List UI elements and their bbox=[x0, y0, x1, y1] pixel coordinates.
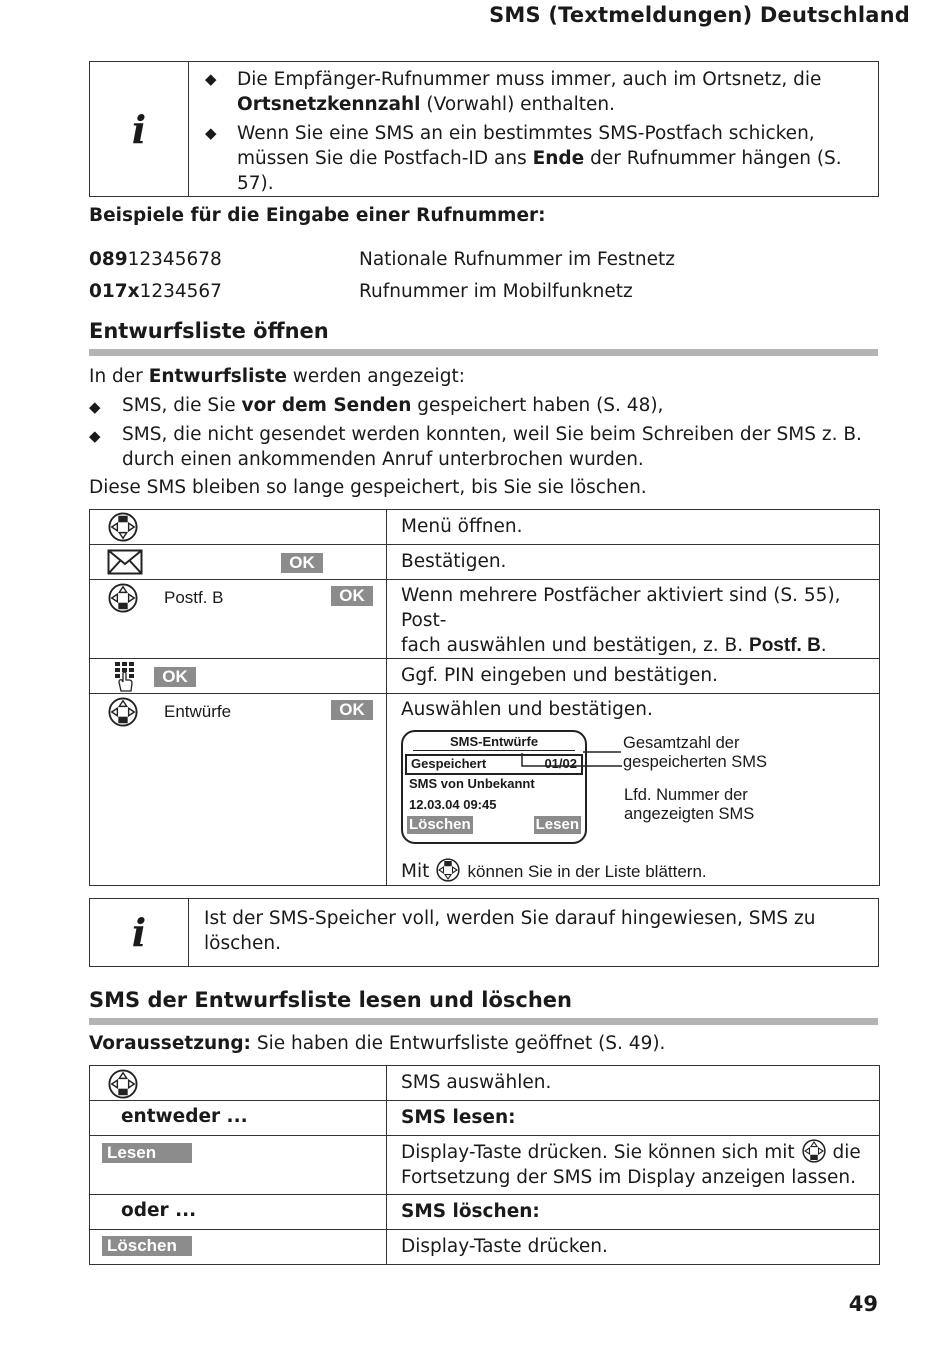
step-2-key-cell bbox=[90, 545, 387, 580]
navigation-key-icon bbox=[108, 512, 138, 542]
step-1-key-cell bbox=[90, 510, 387, 545]
menu-item-postf-b[interactable]: Postf. B bbox=[164, 588, 224, 607]
display-row-label: Gespeichert bbox=[411, 756, 487, 771]
info-bullet-1-bold: Ortsnetzkennzahl bbox=[237, 94, 421, 115]
step-5-desc: Auswählen und bestätigen. bbox=[401, 699, 653, 720]
info-box-2-content bbox=[189, 899, 879, 967]
step-3-desc-bold: Postf. B bbox=[749, 635, 821, 656]
bullet-diamond-icon: ◆ bbox=[89, 427, 101, 445]
bullet-diamond-icon: ◆ bbox=[205, 70, 217, 88]
ok-softkey[interactable]: OK bbox=[154, 667, 196, 687]
info-bullet-2-bold: Ende bbox=[532, 148, 585, 169]
section-1-rule bbox=[89, 349, 878, 356]
step2-1-key-cell bbox=[90, 1066, 387, 1101]
step-4-desc: Ggf. PIN eingeben und bestätigen. bbox=[387, 659, 880, 694]
example-desc-1: Nationale Rufnummer im Festnetz bbox=[359, 249, 675, 270]
section-2-requirement-bold: Voraussetzung: bbox=[89, 1033, 251, 1054]
step-3-desc-line-2 bbox=[401, 633, 879, 658]
callout-total bbox=[623, 734, 767, 772]
example-number-2 bbox=[89, 279, 222, 304]
read-desc-line-2: Fortsetzung der SMS im Display anzeigen lassen. bbox=[401, 1167, 857, 1188]
read-desc-line-1-post: die bbox=[832, 1142, 861, 1163]
section-1-title: Entwurfsliste öffnen bbox=[89, 319, 329, 343]
step2-row-1 bbox=[90, 1066, 880, 1101]
steps-table-1 bbox=[89, 509, 880, 886]
section-1-intro-pre: In der bbox=[89, 366, 149, 387]
example-number-2-rest: 1234567 bbox=[139, 281, 222, 302]
section-1-intro bbox=[89, 364, 465, 389]
info-bullet-2-post: der Rufnummer hängen (S. 57). bbox=[237, 148, 842, 194]
step2-row-read bbox=[90, 1136, 880, 1195]
display-softkey-lesen[interactable]: Lesen bbox=[535, 816, 579, 833]
delete-desc: Display-Taste drücken. bbox=[387, 1230, 880, 1265]
example-number-2-bold: 017x bbox=[89, 281, 140, 302]
steps-table-2 bbox=[89, 1065, 880, 1265]
page-number: 49 bbox=[848, 1292, 878, 1316]
info-icon: i bbox=[131, 106, 147, 152]
callout-current-line-2: angezeigten SMS bbox=[624, 805, 755, 823]
info-bullet-2-line-2 bbox=[237, 146, 870, 196]
step-row-5 bbox=[90, 694, 880, 886]
info-bullet-1-line-2 bbox=[237, 92, 870, 117]
info-bullet-1 bbox=[189, 62, 878, 117]
info-icon-cell bbox=[90, 62, 189, 197]
section-1-bullet-2-line-1: SMS, die nicht gesendet werden konnten, weil Sie beim Schreiben der SMS z. B. bbox=[122, 424, 862, 445]
example-number-1-rest: 12345678 bbox=[127, 249, 222, 270]
info-box-2-line-1: Ist der SMS-Speicher voll, werden Sie darauf hingewiesen, SMS zu bbox=[204, 908, 816, 929]
section-1-bullet-2 bbox=[89, 422, 862, 472]
info-bullet-1-line-1: Die Empfänger-Rufnummer muss immer, auch im Ortsnetz, die bbox=[237, 69, 822, 90]
display-softkey-loeschen[interactable]: Löschen bbox=[409, 816, 471, 833]
step2-row-delete bbox=[90, 1230, 880, 1265]
section-1-bullet-2-line-2: durch einen ankommenden Anruf unterbrochen wurden. bbox=[122, 449, 644, 470]
section-1-intro-post: werden angezeigt: bbox=[286, 366, 465, 387]
navigation-key-icon bbox=[108, 1069, 138, 1099]
example-number-1-bold: 089 bbox=[89, 249, 128, 270]
scroll-hint-pre: Mit bbox=[401, 861, 430, 882]
navigation-key-icon bbox=[108, 697, 138, 727]
info-bullet-2 bbox=[189, 117, 878, 196]
info-icon-cell bbox=[90, 899, 189, 967]
callout-current-line-1: Lfd. Nummer der bbox=[624, 786, 748, 804]
step-row-3 bbox=[90, 580, 880, 659]
step-5-key-cell bbox=[90, 694, 387, 886]
step-3-desc-post: . bbox=[820, 635, 827, 656]
keypad-icon bbox=[112, 661, 140, 692]
step2-row-or bbox=[90, 1195, 880, 1230]
step-row-4 bbox=[90, 659, 880, 694]
navigation-key-icon bbox=[108, 583, 138, 613]
info-bullet-2-pre: müssen Sie die Postfach-ID ans bbox=[237, 148, 533, 169]
section-2-rule bbox=[89, 1018, 878, 1025]
section-1-bullet-1-post: gespeichert haben (S. 48), bbox=[411, 395, 664, 416]
info-box-1 bbox=[89, 61, 879, 197]
display-line-3: 12.03.04 09:45 bbox=[409, 797, 497, 812]
either-label: entweder ... bbox=[90, 1101, 387, 1136]
section-1-outro: Diese SMS bleiben so lange gespeichert, bis Sie sie löschen. bbox=[89, 477, 647, 498]
section-2-requirement-rest: Sie haben die Entwurfsliste geöffnet (S. 49). bbox=[250, 1033, 666, 1054]
read-desc bbox=[387, 1136, 880, 1195]
step-row-1 bbox=[90, 510, 880, 545]
loeschen-softkey[interactable]: Löschen bbox=[102, 1236, 192, 1256]
info-box-1-content bbox=[189, 62, 879, 197]
callout-current bbox=[624, 786, 754, 824]
running-header: SMS (Textmeldungen) Deutschland bbox=[489, 3, 910, 27]
step-2-desc: Bestätigen. bbox=[387, 545, 880, 580]
step-5-desc-cell bbox=[387, 694, 880, 886]
info-bullet-2-line-1: Wenn Sie eine SMS an ein bestimmtes SMS-Postfach schicken, bbox=[237, 123, 815, 144]
info-box-2-line-2: löschen. bbox=[204, 933, 281, 954]
info-bullet-1-rest: (Vorwahl) enthalten. bbox=[420, 94, 615, 115]
step-4-key-cell bbox=[90, 659, 387, 694]
section-1-intro-bold: Entwurfsliste bbox=[148, 366, 287, 387]
display-line-2: SMS von Unbekannt bbox=[409, 776, 535, 791]
read-sms-title: SMS lesen: bbox=[387, 1101, 880, 1136]
display-title: SMS-Entwürfe bbox=[413, 734, 575, 751]
delete-key-cell bbox=[90, 1230, 387, 1265]
info-box-2 bbox=[89, 898, 879, 967]
ok-softkey[interactable]: OK bbox=[331, 700, 373, 720]
section-2-title: SMS der Entwurfsliste lesen und löschen bbox=[89, 988, 572, 1012]
read-desc-line-1 bbox=[401, 1139, 879, 1165]
step-row-2 bbox=[90, 545, 880, 580]
scroll-hint bbox=[401, 858, 707, 884]
read-key-cell bbox=[90, 1136, 387, 1195]
or-label: oder ... bbox=[90, 1195, 387, 1230]
menu-item-entwuerfe[interactable]: Entwürfe bbox=[164, 702, 232, 721]
example-desc-2: Rufnummer im Mobilfunknetz bbox=[359, 281, 633, 302]
section-1-bullet-1-pre: SMS, die Sie bbox=[122, 395, 242, 416]
info-icon: i bbox=[131, 910, 147, 955]
section-1-bullet-1 bbox=[89, 393, 663, 418]
example-number-1 bbox=[89, 247, 222, 272]
step-3-desc-pre: fach auswählen und bestätigen, z. B. bbox=[401, 635, 750, 656]
ok-softkey[interactable]: OK bbox=[331, 586, 373, 606]
scroll-hint-post: können Sie in der Liste blättern. bbox=[467, 862, 707, 881]
lesen-softkey[interactable]: Lesen bbox=[102, 1143, 192, 1163]
envelope-icon bbox=[107, 549, 143, 575]
section-1-bullet-1-bold: vor dem Senden bbox=[241, 395, 412, 416]
callout-line-2 bbox=[517, 750, 627, 800]
delete-sms-title: SMS löschen: bbox=[387, 1195, 880, 1230]
step-3-desc bbox=[387, 580, 880, 659]
step2-1-desc: SMS auswählen. bbox=[387, 1066, 880, 1101]
read-desc-line-1-pre: Display-Taste drücken. Sie können sich mit bbox=[401, 1142, 795, 1163]
callout-total-line-2: gespeicherten SMS bbox=[623, 753, 767, 771]
bullet-diamond-icon: ◆ bbox=[89, 398, 101, 416]
step-3-desc-line-1: Wenn mehrere Postfächer aktiviert sind (S. 55), Post- bbox=[401, 585, 841, 631]
callout-total-line-1: Gesamtzahl der bbox=[623, 734, 740, 752]
step-3-key-cell bbox=[90, 580, 387, 659]
navigation-key-icon bbox=[802, 1139, 826, 1163]
step2-row-either bbox=[90, 1101, 880, 1136]
ok-softkey[interactable]: OK bbox=[281, 553, 323, 573]
step-1-desc: Menü öffnen. bbox=[387, 510, 880, 545]
section-2-requirement bbox=[89, 1031, 665, 1056]
display-row-counter: 01/02 bbox=[544, 756, 577, 771]
bullet-diamond-icon: ◆ bbox=[205, 124, 217, 142]
navigation-key-icon bbox=[436, 858, 460, 882]
examples-heading: Beispiele für die Eingabe einer Rufnummer: bbox=[89, 205, 546, 226]
